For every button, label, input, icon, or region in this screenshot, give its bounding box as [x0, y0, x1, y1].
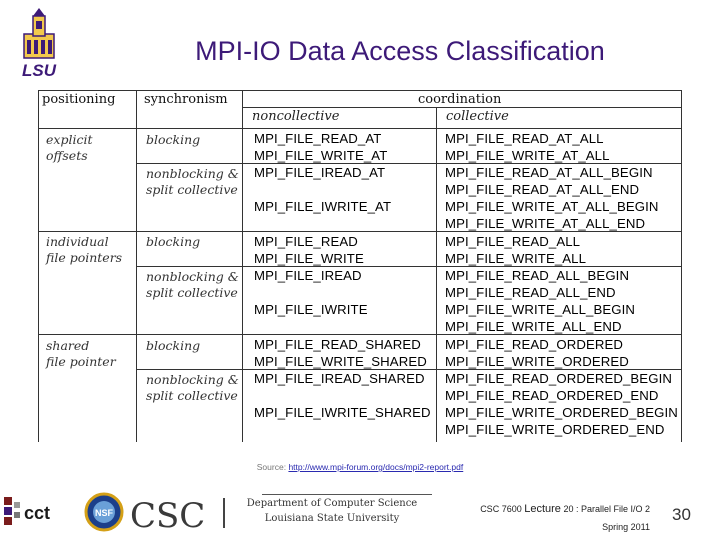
page-number: 30 — [672, 505, 691, 524]
cct-logo-text: cct — [24, 503, 51, 523]
collective-cell: MPI_FILE_READ_ALL_END — [445, 285, 616, 300]
collective-cell: MPI_FILE_READ_AT_ALL_BEGIN — [445, 165, 653, 180]
header-synchronism: synchronism — [144, 92, 228, 107]
collective-cell: MPI_FILE_READ_ALL — [445, 234, 581, 249]
noncollective-cell: MPI_FILE_IREAD — [254, 268, 362, 283]
nsf-logo — [82, 490, 126, 534]
noncollective-cell: MPI_FILE_WRITE_AT — [254, 148, 388, 163]
table-left-border — [38, 90, 39, 442]
noncollective-cell: MPI_FILE_READ_AT — [254, 131, 382, 146]
col-divider-3 — [436, 107, 437, 442]
sync-nonblocking-1-line2: split collective — [146, 182, 238, 197]
source-label: Source: — [256, 462, 287, 472]
course-line — [440, 500, 650, 518]
collective-cell: MPI_FILE_READ_ORDERED_BEGIN — [445, 371, 672, 386]
collective-cell: MPI_FILE_WRITE_AT_ALL_BEGIN — [445, 199, 659, 214]
header-noncollective: noncollective — [252, 109, 340, 124]
collective-cell: MPI_FILE_WRITE_AT_ALL — [445, 148, 610, 163]
noncollective-cell: MPI_FILE_IWRITE_AT — [254, 199, 392, 214]
positioning-explicit-line1: explicit — [46, 132, 93, 147]
source-link[interactable]: http://www.mpi-forum.org/docs/mpi2-report.pdf — [288, 462, 464, 472]
coordination-underline — [242, 107, 682, 108]
collective-cell: MPI_FILE_WRITE_ORDERED — [445, 354, 629, 369]
department-name — [232, 496, 432, 526]
collective-cell: MPI_FILE_WRITE_AT_ALL_END — [445, 216, 646, 231]
collective-cell: MPI_FILE_READ_AT_ALL — [445, 131, 604, 146]
dept-divider — [223, 498, 225, 528]
noncollective-cell: MPI_FILE_IWRITE_SHARED — [254, 405, 431, 420]
noncollective-cell: MPI_FILE_READ_SHARED — [254, 337, 421, 352]
course-info — [440, 500, 650, 536]
positioning-individual-line1: individual — [46, 234, 109, 249]
sync-nonblocking-3-line1: nonblocking & — [146, 372, 239, 387]
positioning-shared-line1: shared — [46, 338, 90, 353]
header-positioning: positioning — [42, 92, 116, 107]
footer-divider — [262, 494, 432, 495]
header-coordination: coordination — [418, 92, 502, 107]
header-collective: collective — [446, 109, 509, 124]
sync-nonblocking-2-line1: nonblocking & — [146, 269, 239, 284]
noncollective-cell: MPI_FILE_WRITE_SHARED — [254, 354, 427, 369]
sync-nonblocking-2-line2: split collective — [146, 285, 238, 300]
sync-nonblocking-3-line2: split collective — [146, 388, 238, 403]
collective-cell: MPI_FILE_READ_ALL_BEGIN — [445, 268, 630, 283]
department-line-2: Louisiana State University — [264, 513, 400, 524]
noncollective-cell: MPI_FILE_IWRITE — [254, 302, 368, 317]
sync-nonblocking-1-line1: nonblocking & — [146, 166, 239, 181]
department-line-1: Department of Computer Science — [246, 498, 418, 509]
sync-blocking-3: blocking — [146, 338, 201, 353]
positioning-individual-line2: file pointers — [46, 250, 123, 265]
noncollective-cell: MPI_FILE_WRITE — [254, 251, 364, 266]
lsu-logo-text: LSU — [22, 61, 56, 80]
lsu-logo — [14, 8, 66, 80]
collective-cell: MPI_FILE_WRITE_ALL — [445, 251, 587, 266]
noncollective-cell: MPI_FILE_READ — [254, 234, 358, 249]
course-semester: Spring 2011 — [602, 522, 650, 532]
sync-blocking-1: blocking — [146, 132, 201, 147]
noncollective-cell: MPI_FILE_IREAD_AT — [254, 165, 386, 180]
collective-cell: MPI_FILE_WRITE_ORDERED_END — [445, 422, 665, 437]
course-lecture: Lecture — [524, 503, 561, 515]
collective-cell: MPI_FILE_READ_ORDERED_END — [445, 388, 659, 403]
collective-cell: MPI_FILE_WRITE_ORDERED_BEGIN — [445, 405, 678, 420]
positioning-shared-line2: file pointer — [46, 354, 116, 369]
csc-logo-text: CSC — [130, 496, 206, 534]
nsf-logo-text: NSF — [95, 508, 113, 518]
slide-title: MPI-IO Data Access Classification — [195, 36, 605, 66]
classification-table — [38, 90, 682, 442]
collective-cell: MPI_FILE_WRITE_ALL_END — [445, 319, 622, 334]
csc-logo — [128, 494, 220, 534]
collective-cell: MPI_FILE_READ_ORDERED — [445, 337, 623, 352]
source-citation — [0, 462, 720, 472]
course-code: CSC 7600 — [480, 504, 522, 514]
sync-blocking-2: blocking — [146, 234, 201, 249]
noncollective-cell: MPI_FILE_IREAD_SHARED — [254, 371, 425, 386]
header-bottom-border — [38, 128, 682, 129]
table-top-border — [38, 90, 682, 91]
course-topic: 20 : Parallel File I/O 2 — [563, 504, 650, 514]
collective-cell: MPI_FILE_WRITE_ALL_BEGIN — [445, 302, 636, 317]
cct-logo — [4, 493, 64, 531]
positioning-explicit-line2: offsets — [46, 148, 88, 163]
collective-cell: MPI_FILE_READ_AT_ALL_END — [445, 182, 640, 197]
